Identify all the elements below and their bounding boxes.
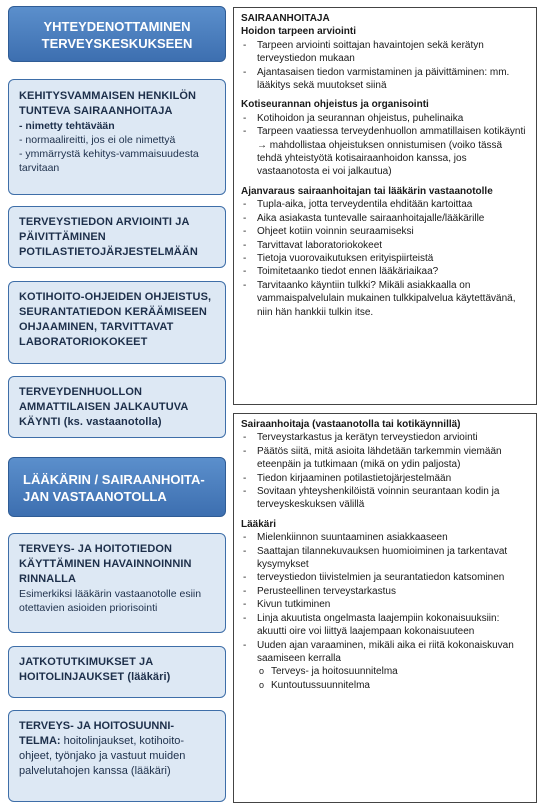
box-health-info-title: TERVEYS- JA HOITOTIEDON KÄYTTÄMINEN HAVAINNOINNIN RINNALLA: [19, 543, 192, 585]
section-heading: Lääkäri: [241, 518, 277, 530]
list-item: - Tarpeen vaatiessa terveydenhuollon ammatillaisen kotikäynti → mahdollistaa ohjeistuksen onnistumisen (voiko tässä tehdä yhteistyötä kotisairaanhoidon kanssa, jos vastaanotosta ei voi jalkautua): [241, 125, 529, 179]
nurse-panel-title: SAIRAANHOITAJA: [241, 13, 330, 24]
list-item: - Tiedon kirjaaminen potilastietojärjestelmään: [241, 472, 529, 485]
box-visit: [8, 376, 226, 438]
box-health-info: [8, 533, 226, 633]
list-item: - Mielenkiinnon suuntaaminen asiakkaaseen: [241, 531, 529, 544]
list-item: - Kotihoidon ja seurannan ohjeistus, puhelinaika: [241, 112, 529, 125]
box-nurse-item: - nimetty tehtävään: [19, 120, 115, 132]
box-nurse-item: - ymmärrystä kehitys-vammaisuudesta tarvitaan: [19, 148, 199, 174]
section-list: [241, 431, 529, 511]
list-item: - Tarvitaanko käyntiin tulkki? Mikäli asiakkaalla on vammaispalvelulain mukainen tulkkipalvelua käytettävänä, niin hän hankkii tulkin itse.: [241, 279, 529, 319]
list-item: - Aika asiakasta tuntevalle sairaanhoitajalle/lääkärille: [241, 212, 529, 225]
list-item: - Tarpeen arviointi soittajan havaintojen sekä kerätyn terveystiedon mukaan: [241, 39, 529, 66]
list-item: - Toimitetaanko tiedot ennen lääkäriaikaa?: [241, 265, 529, 278]
box-home-care: [8, 281, 226, 364]
section-heading: Hoidon tarpeen arviointi: [241, 26, 357, 38]
nurse-panel: [233, 7, 537, 405]
box-care-plan: [8, 710, 226, 802]
sub-list-item: o Kuntoutussuunnitelma: [241, 679, 529, 692]
box-further-studies: [8, 646, 226, 698]
section-heading: Ajanvaraus sairaanhoitajan tai lääkärin vastaanotolle: [241, 185, 493, 197]
box-care-plan-text: [19, 719, 215, 779]
list-item: - Tietoja vuorovaikutuksen erityispiirteistä: [241, 252, 529, 265]
box-further-studies-text: JATKOTUTKIMUKSET JA HOITOLINJAUKSET (lääkäri): [19, 656, 171, 683]
section-list: [241, 112, 529, 179]
appointment-panel: [233, 413, 537, 803]
list-item: - Ajantasaisen tiedon varmistaminen ja päivittäminen: mm. lääkitys sekä muutokset siinä: [241, 66, 529, 93]
box-care-plan-title: TERVEYS- JA HOITOSUUNNI-TELMA:: [19, 720, 175, 747]
list-item: - Saattajan tilannekuvauksen huomioiminen ja tarkentavat kysymykset: [241, 545, 529, 572]
box-home-care-text: KOTIHOITO-OHJEIDEN OHJEISTUS, SEURANTATIEDON KERÄÄMISEEN OHJAAMINEN, TARVITTAVAT LABORATORIOKOKEET: [19, 291, 212, 348]
box-nurse-item: - normaalireitti, jos ei ole nimettyä: [19, 134, 176, 146]
list-item: - Sovitaan yhteyshenkilöistä voinnin seurantaan kodin ja terveyskeskuksen välillä: [241, 485, 529, 512]
section-list: [241, 39, 529, 93]
list-item: - Terveystarkastus ja kerätyn terveystiedon arviointi: [241, 431, 529, 444]
sub-list-item: o Terveys- ja hoitosuunnitelma: [241, 665, 529, 678]
list-item: - Tupla-aika, jotta terveydentila ehditään kartoittaa: [241, 198, 529, 211]
box-health-assessment-text: TERVEYSTIEDON ARVIOINTI JA PÄIVITTÄMINEN POTILASTIETOJÄRJESTELMÄÄN: [19, 216, 198, 258]
list-item: - Uuden ajan varaaminen, mikäli aika ei riitä kokonaiskuvan saamiseen kerralla: [241, 639, 529, 666]
list-item: - Ohjeet kotiin voinnin seuraamiseksi: [241, 225, 529, 238]
box-health-assessment: [8, 206, 226, 268]
box-care-plan-body: hoitolinjaukset, kotihoito-ohjeet, työnjako ja vastuut muiden palvelutahojen kanssa (lääkäri): [19, 735, 186, 777]
box-health-info-text: Esimerkiksi lääkärin vastaanotolle esiin otettavien asioiden priorisointi: [19, 588, 202, 614]
list-item: - Päätös siitä, mitä asioita lähdetään tarkemmin viemään eteenpäin ja tutkimaan (mikä on ydin paljosta): [241, 445, 529, 472]
list-item: - Perusteellinen terveystarkastus: [241, 585, 529, 598]
header-contact: YHTEYDENOTTAMINEN TERVEYSKESKUKSEEN: [8, 6, 226, 62]
box-nurse: [8, 79, 226, 195]
section-heading: Kotiseurannan ohjeistus ja organisointi: [241, 99, 429, 111]
section-heading: Sairaanhoitaja (vastaanotolla tai kotikäynnillä): [241, 419, 461, 430]
list-item: - terveystiedon tiivistelmien ja seurantatiedon katsominen: [241, 571, 529, 584]
section-list: [241, 531, 529, 692]
section-list: [241, 198, 529, 319]
box-visit-text: TERVEYDENHUOLLON AMMATTILAISEN JALKAUTUVA KÄYNTI (ks. vastaanotolla): [19, 386, 189, 428]
list-item: - Tarvittavat laboratoriokokeet: [241, 239, 529, 252]
box-nurse-title: KEHITYSVAMMAISEN HENKILÖN TUNTEVA SAIRAANHOITAJA: [19, 90, 197, 117]
list-item: - Linja akuutista ongelmasta laajempiin kokonaisuuksiin: akuutti oire voi liittyä laajempaan kokonaisuuteen: [241, 612, 529, 639]
header-appointment: LÄÄKÄRIN / SAIRAANHOITA-JAN VASTAANOTOLLA: [8, 457, 226, 517]
list-item: - Kivun tutkiminen: [241, 598, 529, 611]
